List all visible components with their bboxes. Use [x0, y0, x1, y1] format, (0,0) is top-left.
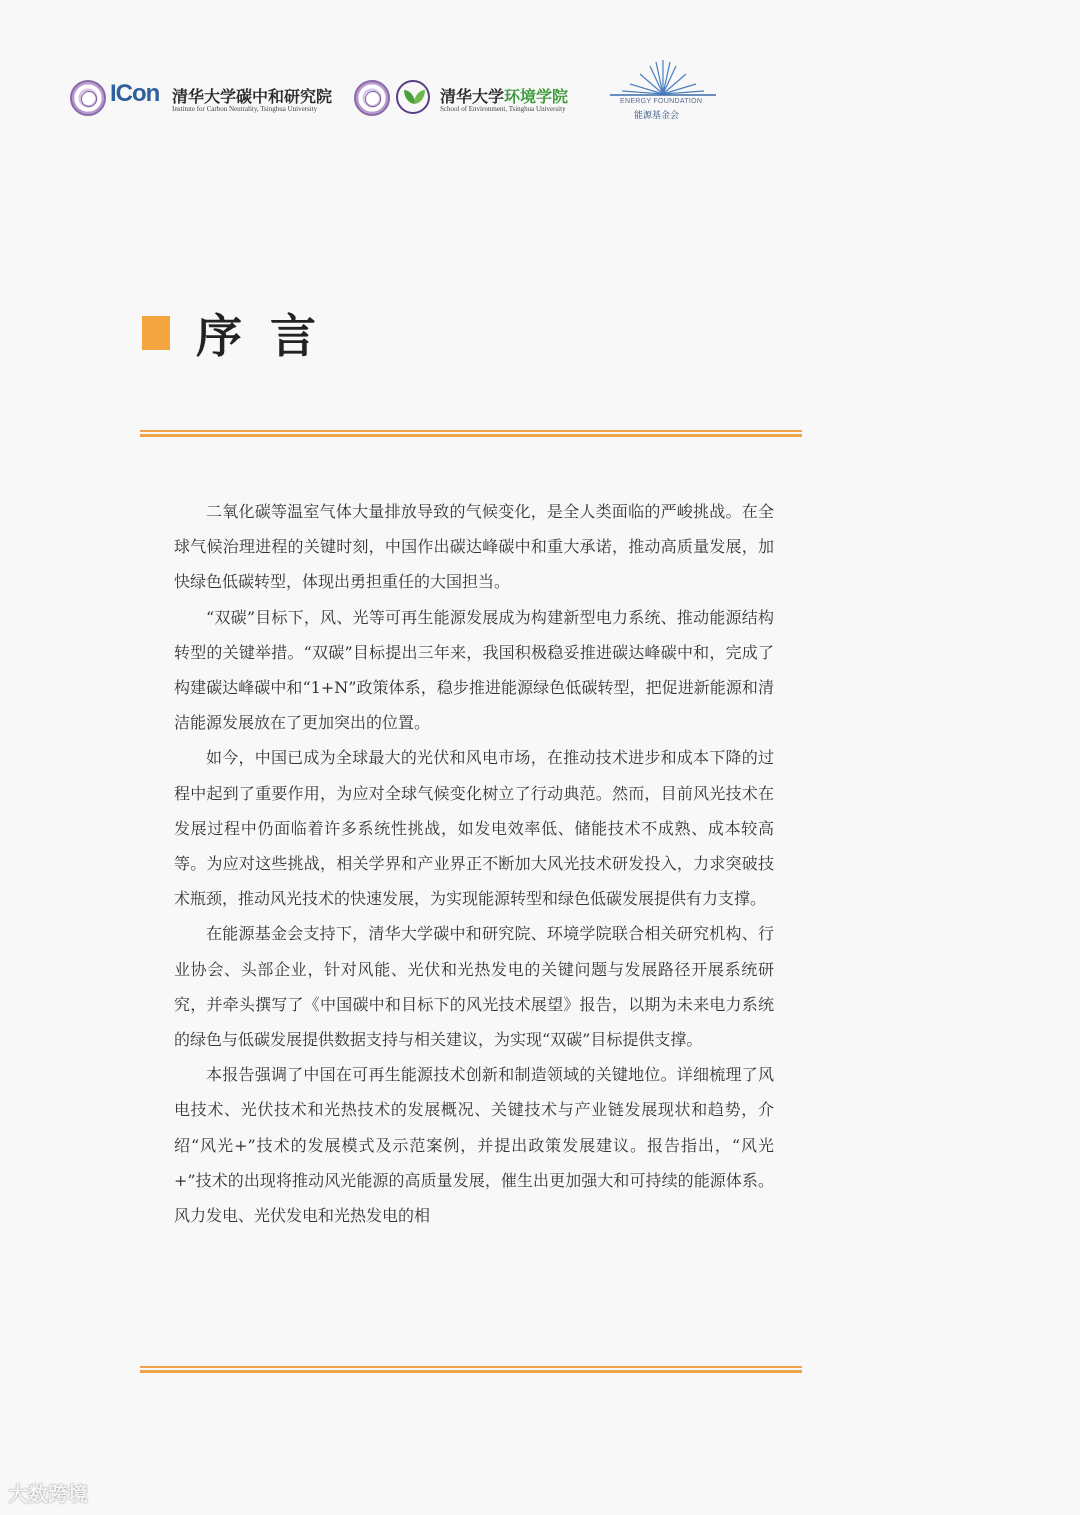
paragraph-5: 本报告强调了中国在可再生能源技术创新和制造领域的关键地位。详细梳理了风电技术、光伏技术和光热技术的发展概况、关键技术与产业链发展现状和趋势，介绍“风光+”技术的发展模式及示范案例，并提出政策发展建议。报告指出，“风光+”技术的出现将推动风光能源的高质量发展，催生出更加强大和可持续的能源体系。风力发电、光伏发电和光热发电的相 — [174, 1065, 774, 1226]
environment-leaf-logo — [396, 80, 430, 114]
paragraph-2: “双碳”目标下，风、光等可再生能源发展成为构建新型电力系统、推动能源结构转型的关键举措。“双碳”目标提出三年来，我国积极稳妥推进碳达峰碳中和，完成了构建碳达峰碳中和“1+N”政策体系，稳步推进能源绿色低碳转型，把促进新能源和清洁能源发展放在了更加突出的位置。 — [174, 607, 774, 733]
preface-body — [174, 494, 774, 1233]
icon-logo — [110, 80, 159, 108]
institute2-name-cn — [440, 84, 568, 107]
top-divider — [140, 430, 802, 437]
institute2-name-cn-part2: 环境学院 — [504, 87, 569, 106]
paragraph-3: 如今，中国已成为全球最大的光伏和风电市场，在推动技术进步和成本下降的过程中起到了重要作用，为应对全球气候变化树立了行动典范。然而，目前风光技术在发展过程中仍面临着许多系统性挑战，如发电效率低、储能技术不成熟、成本较高等。为应对这些挑战，相关学界和产业界正不断加大风光技术研发投入，力求突破技术瓶颈，推动风光技术的快速发展，为实现能源转型和绿色低碳发展提供有力支撑。 — [174, 748, 774, 909]
paragraph-1: 二氧化碳等温室气体大量排放导致的气候变化，是全人类面临的严峻挑战。在全球气候治理进程的关键时刻，中国作出碳达峰碳中和重大承诺，推动高质量发展，加快绿色低碳转型，体现出勇担重任的大国担当。 — [174, 502, 774, 592]
institute1-name-cn: 清华大学碳中和研究院 — [172, 87, 333, 106]
bottom-divider — [140, 1366, 802, 1373]
page-title: 序言 — [196, 309, 344, 363]
tsinghua-seal-logo — [70, 80, 106, 116]
energy-foundation-name-cn: 能源基金会 — [634, 111, 680, 121]
institute2-name-cn-part1: 清华大学 — [440, 87, 505, 106]
energy-foundation-starburst-icon — [608, 58, 718, 98]
institute1-name-en: Institute for Carbon Neutrality, Tsinghua University — [172, 105, 318, 113]
tsinghua-seal-logo-2 — [354, 80, 390, 116]
watermark: 大数跨境 — [8, 1482, 88, 1506]
institute2-name-en: School of Environment, Tsinghua University — [440, 105, 566, 113]
paragraph-4: 在能源基金会支持下，清华大学碳中和研究院、环境学院联合相关研究机构、行业协会、头部企业，针对风能、光伏和光热发电的关键问题与发展路径开展系统研究，并牵头撰写了《中国碳中和目标下的风光技术展望》报告，以期为未来电力系统的绿色与低碳发展提供数据支持与相关建议，为实现“双碳”目标提供支撑。 — [174, 924, 774, 1050]
icon-logo-text: ICon — [110, 80, 160, 107]
title-accent-square — [142, 316, 170, 350]
energy-foundation-name-en: ENERGY FOUNDATION — [620, 98, 703, 105]
